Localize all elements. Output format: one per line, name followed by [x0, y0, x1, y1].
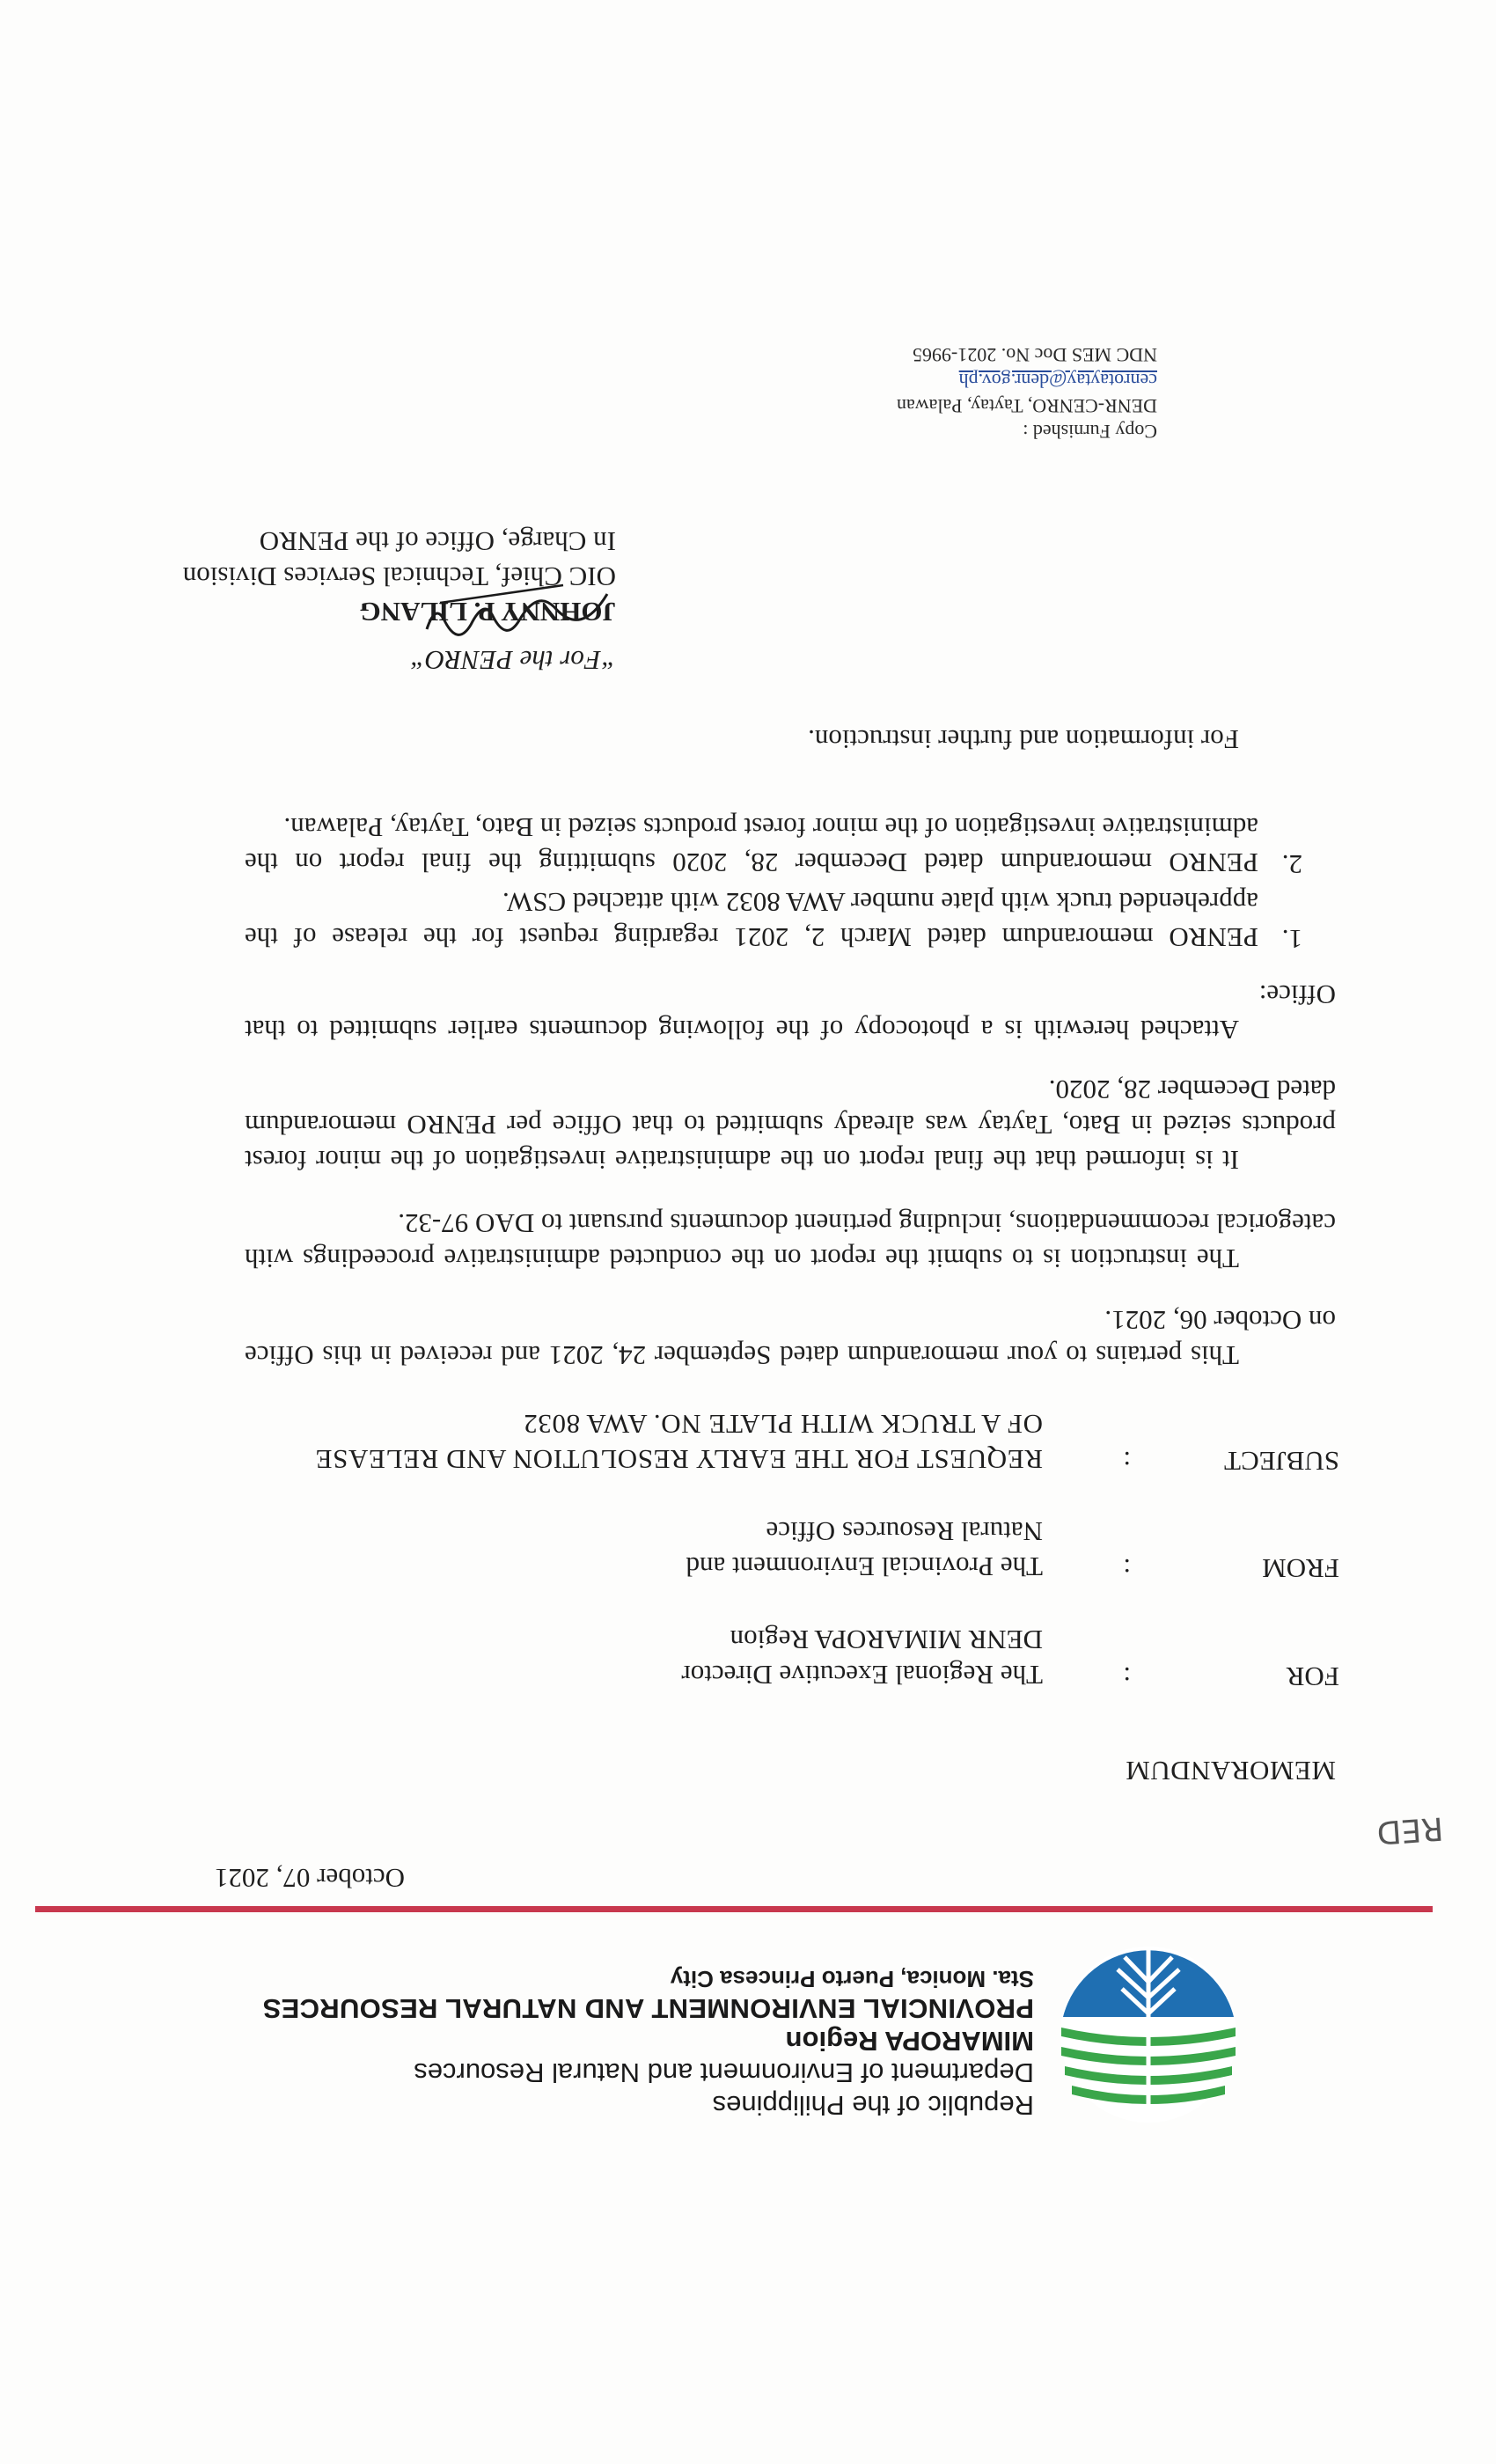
from-value-line1: The Provincial Environment and: [686, 1551, 1043, 1582]
for-value-line1: The Regional Executive Director: [681, 1660, 1043, 1690]
copy-furnished-label: Copy Furnished :: [1023, 421, 1157, 443]
body-paragraph-3: It is informed that the final report on the administrative investigation of the minor forest products seized in Bato, Taytay was already submitted to that Office per PENRO memorandum dated December 28, 2020.: [245, 1074, 1336, 1176]
subject-colon: :: [1123, 1446, 1131, 1477]
for-value: [681, 1622, 1043, 1692]
letterhead-office: PROVINCIAL ENVIRONMENT AND NATURAL RESOURCES: [262, 1993, 1034, 2025]
copy-furnished-email[interactable]: cenrotaytay@denr.gov.ph: [958, 370, 1157, 392]
memo-title: MEMORANDUM: [1125, 1756, 1336, 1786]
signatory-title-2: In Charge, Office of the PENRO: [259, 526, 616, 557]
denr-logo-icon: [1056, 1936, 1241, 2130]
from-value: [686, 1514, 1043, 1584]
handwritten-note: RED: [1375, 1809, 1445, 1851]
subject-value-line1: REQUEST FOR THE EARLY RESOLUTION AND RELEASE: [314, 1444, 1043, 1475]
from-value-line2: Natural Resources Office: [766, 1516, 1043, 1547]
for-value-line2: DENR MIMAROPA Region: [730, 1624, 1043, 1655]
document-number: NDC MES Doc No. 2021-9965: [912, 344, 1157, 366]
letterhead-department: Department of Environment and Natural Resources: [414, 2057, 1034, 2089]
for-label: FOR: [1286, 1661, 1339, 1692]
body-paragraph-2: The instruction is to submit the report on the conducted administrative proceedings with categorical recommendations, including pertinent documents pursuant to DAO 97-32.: [245, 1208, 1336, 1274]
for-colon: :: [1123, 1661, 1131, 1692]
letterhead-address: Sta. Monica, Puerto Princesa City: [670, 1965, 1034, 1992]
letterhead-region: MIMAROPA Region: [785, 2025, 1034, 2057]
header-rule: [35, 1906, 1433, 1912]
signatory-name: JOHNNY P. LILANG: [359, 597, 616, 627]
from-colon: :: [1123, 1553, 1131, 1584]
list-item-1-number: 1.: [1281, 924, 1302, 955]
copy-furnished-line1: DENR-CENRO, Taytay, Palawan: [896, 395, 1157, 417]
letterhead: [262, 1965, 1034, 2121]
memo-date: October 07, 2021: [214, 1863, 405, 1894]
body-paragraph-5: For information and further instruction.: [808, 724, 1239, 755]
body-paragraph-4: Attached herewith is a photocopy of the following documents earlier submitted to that Office:: [245, 979, 1336, 1045]
signatory-title-1: OIC Chief, Technical Services Division: [182, 561, 616, 592]
letterhead-country: Republic of the Philippines: [712, 2090, 1034, 2121]
list-item-2-number: 2.: [1281, 849, 1302, 880]
list-item-1: PENRO memorandum dated March 2, 2021 regarding request for the release of the apprehended truck with plate number AWA 8032 with attached CSW.: [245, 887, 1258, 953]
subject-value: [315, 1406, 1043, 1477]
from-label: FROM: [1262, 1553, 1339, 1584]
subject-label: SUBJECT: [1224, 1446, 1339, 1477]
list-item-2: PENRO memorandum dated December 28, 2020 submitting the final report on the administrative investigation of the minor forest products seized in Bato, Taytay, Palawan.: [245, 812, 1258, 878]
signature-for-the: “For the PENRO“: [409, 645, 616, 676]
subject-value-line2: OF A TRUCK WITH PLATE NO. AWA 8032: [523, 1409, 1043, 1440]
body-paragraph-1: This pertains to your memorandum dated September 24, 2021 and received in this Office on October 06, 2021.: [245, 1305, 1336, 1371]
